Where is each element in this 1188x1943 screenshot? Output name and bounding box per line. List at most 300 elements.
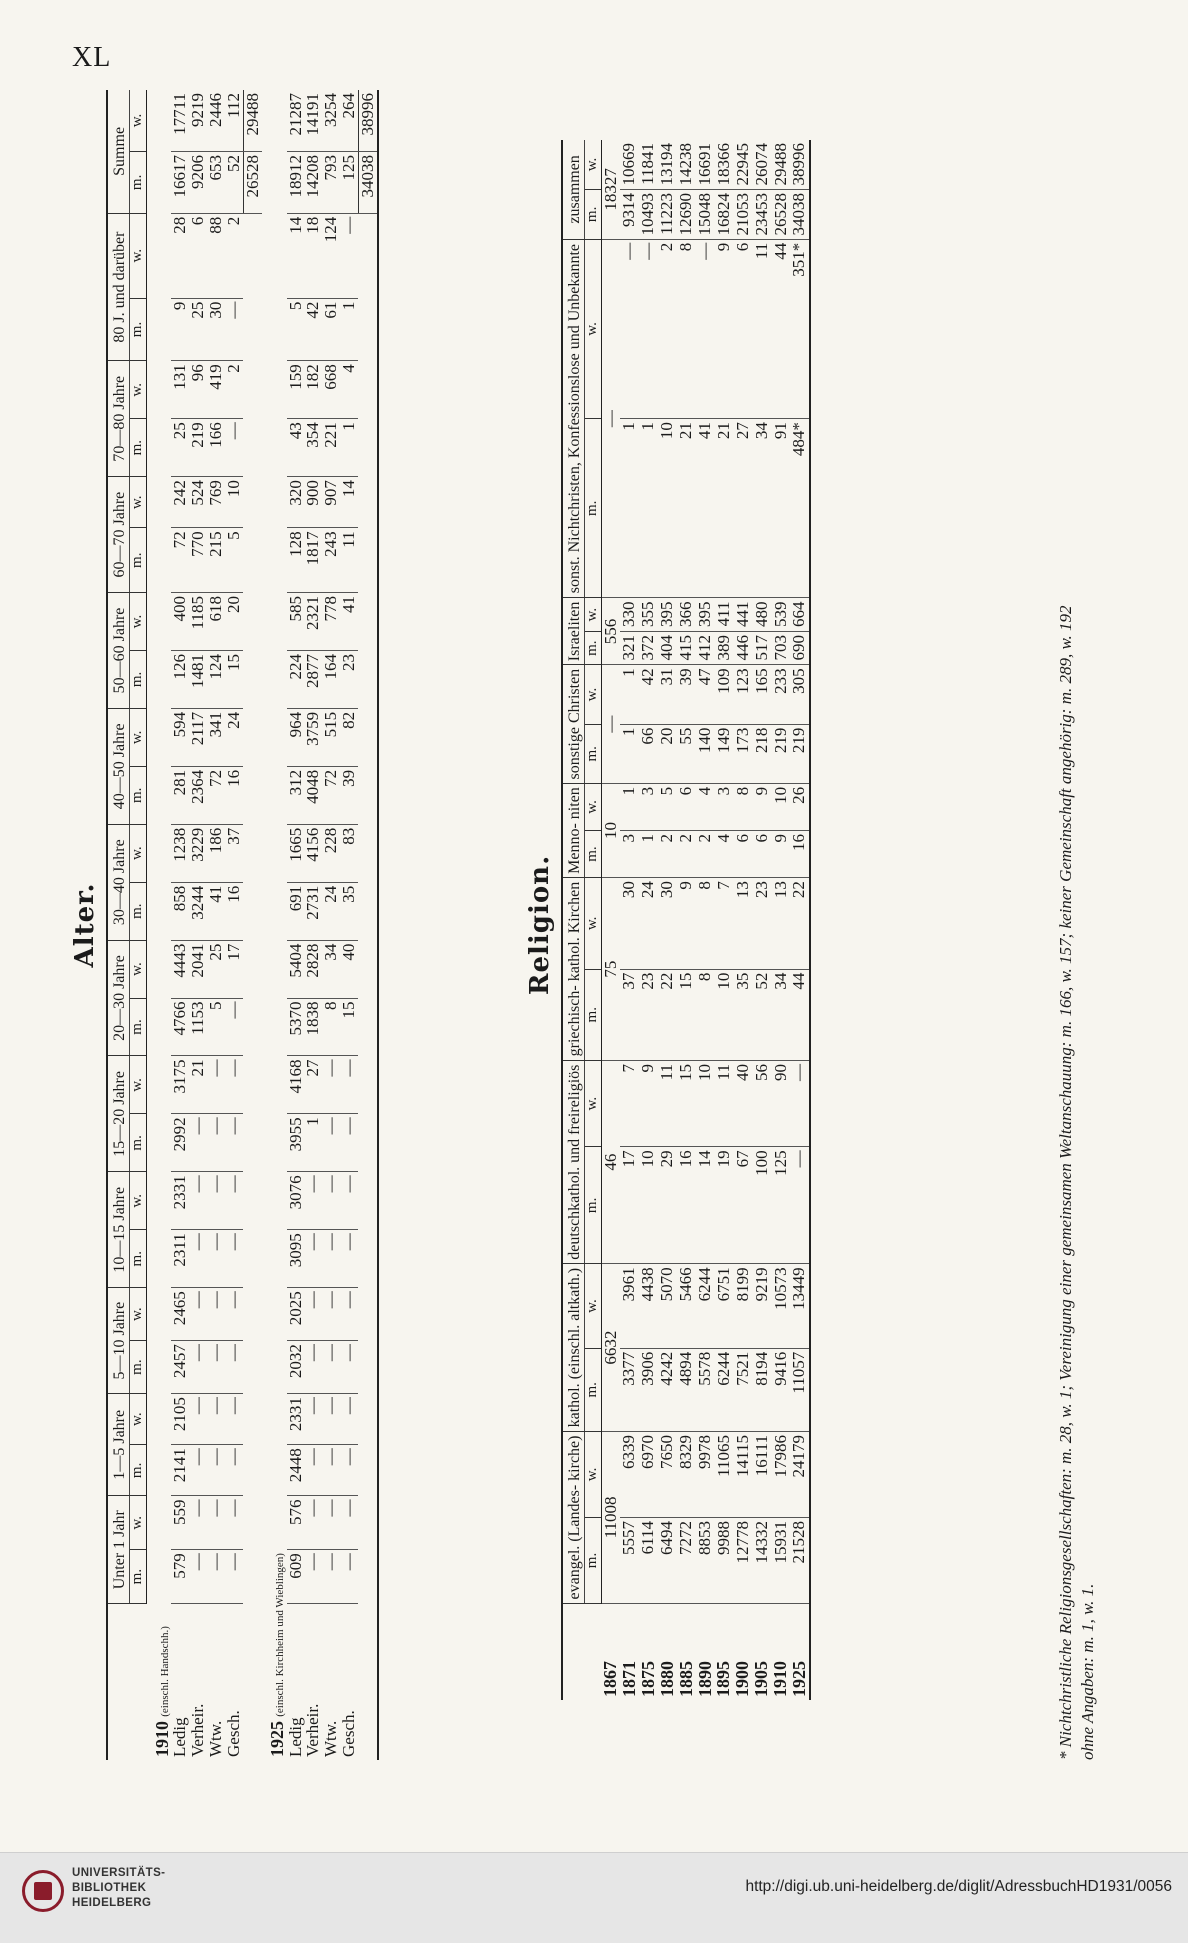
table-cell: 131 — [171, 361, 189, 419]
age-gender-header: w. — [129, 1288, 146, 1341]
table-cell: 37 — [225, 824, 243, 882]
table-cell: 15931 — [771, 1517, 790, 1603]
age-column-header: 1—5 Jahre — [107, 1394, 129, 1496]
table-cell: 182 — [304, 361, 322, 419]
table-cell: 24 — [225, 708, 243, 766]
table-cell: 20 — [225, 593, 243, 651]
table-cell: 8329 — [677, 1431, 696, 1517]
row-label: Ledig — [285, 1717, 305, 1757]
age-gender-header: w. — [129, 940, 146, 998]
religion-gender-header: w. — [584, 1264, 601, 1348]
age-group-year: 1925 — [266, 1721, 287, 1757]
table-cell: 524 — [189, 477, 207, 528]
sum-cell: 38996 — [358, 90, 377, 151]
footer-bar — [0, 1852, 1188, 1943]
table-cell: 2105 — [171, 1394, 189, 1445]
table-cell: — — [207, 1288, 225, 1341]
table-cell: 23 — [639, 969, 658, 1060]
table-cell: 5578 — [696, 1348, 715, 1431]
age-gender-header: m. — [129, 1445, 146, 1496]
age-gender-header: w. — [129, 708, 146, 766]
table-cell: 16 — [225, 882, 243, 940]
table-cell: 14191 — [304, 90, 322, 151]
age-group-year: 1910 — [151, 1721, 172, 1757]
table-cell: 224 — [287, 650, 305, 708]
table-cell: — — [304, 1288, 322, 1341]
religion-gender-header: m. — [584, 1348, 601, 1431]
religion-gender-header: w. — [584, 783, 601, 830]
table-cell: — — [225, 1496, 243, 1550]
table-cell: 25 — [171, 419, 189, 477]
age-column-header: 70—80 Jahre — [107, 361, 129, 477]
table-cell: 964 — [287, 708, 305, 766]
table-cell: 34 — [322, 940, 340, 998]
table-cell: 3076 — [287, 1172, 305, 1230]
table-cell: 40 — [733, 1060, 752, 1146]
rotated-page-content — [70, 90, 1100, 1760]
sum-row-blank — [243, 213, 261, 1760]
table-cell: 2141 — [171, 1445, 189, 1496]
table-row — [658, 140, 677, 1700]
table-cell: 164 — [322, 650, 340, 708]
table-cell: — — [790, 1060, 810, 1146]
table-cell: 264 — [340, 90, 358, 151]
table-cell: 1 — [304, 1114, 322, 1172]
age-column-header: 15—20 Jahre — [107, 1056, 129, 1172]
religion-subheader-row — [584, 140, 601, 1700]
age-section — [70, 90, 379, 1760]
table-cell: 703 — [771, 631, 790, 664]
table-cell: 3175 — [171, 1056, 189, 1114]
row-year: 1895 — [713, 1661, 734, 1697]
table-cell: 8 — [696, 969, 715, 1060]
table-row — [771, 140, 790, 1700]
table-cell: 312 — [287, 766, 305, 824]
table-cell: 2457 — [171, 1341, 189, 1394]
sum-cell: 29488 — [243, 90, 261, 151]
table-cell: 61 — [322, 298, 340, 361]
table-cell: — — [322, 1496, 340, 1550]
table-cell: 539 — [771, 598, 790, 631]
table-cell: 8199 — [733, 1264, 752, 1348]
table-cell: 4242 — [658, 1348, 677, 1431]
table-cell: — — [322, 1172, 340, 1230]
table-cell: 52 — [752, 969, 771, 1060]
table-cell: 664 — [790, 598, 810, 631]
table-cell: 366 — [677, 598, 696, 631]
table-cell: — — [304, 1496, 322, 1550]
age-gender-header: m. — [129, 1114, 146, 1172]
table-cell: 14238 — [677, 140, 696, 189]
table-cell: 3 — [639, 783, 658, 830]
religion-header-corner — [562, 1604, 601, 1701]
table-cell: 9988 — [714, 1517, 733, 1603]
table-cell: 3254 — [322, 90, 340, 151]
row-year: 1871 — [618, 1661, 639, 1697]
table-cell: 354 — [304, 419, 322, 477]
age-group-note: (einschl. Kirchheim und Wieblingen) — [273, 1553, 286, 1717]
table-cell: 6244 — [696, 1264, 715, 1348]
table-cell: 5557 — [620, 1517, 639, 1603]
table-cell: — — [189, 1341, 207, 1394]
table-cell: 2117 — [189, 708, 207, 766]
table-cell: 11 — [752, 239, 771, 418]
table-cell: — — [340, 1230, 358, 1288]
table-cell: 11008 — [601, 1431, 620, 1603]
table-cell: 17986 — [771, 1431, 790, 1517]
age-column-header: 30—40 Jahre — [107, 824, 129, 940]
table-cell: 5 — [207, 998, 225, 1056]
table-cell: 14 — [696, 1147, 715, 1264]
table-cell: 412 — [696, 631, 715, 664]
table-cell: 11 — [714, 1060, 733, 1146]
table-cell: 7 — [620, 1060, 639, 1146]
table-cell: 14208 — [304, 151, 322, 213]
table-cell: 2731 — [304, 882, 322, 940]
age-column-header: 20—30 Jahre — [107, 940, 129, 1056]
age-column-header: Summe — [107, 90, 129, 213]
religion-gender-header: m. — [584, 969, 601, 1060]
table-cell: 26 — [790, 783, 810, 830]
table-cell: 88 — [207, 213, 225, 298]
table-cell: 2025 — [287, 1288, 305, 1341]
table-cell: 1153 — [189, 998, 207, 1056]
table-cell: 159 — [287, 361, 305, 419]
table-cell: 6244 — [714, 1348, 733, 1431]
table-cell: 16617 — [171, 151, 189, 213]
table-cell: — — [322, 1056, 340, 1114]
table-cell: 900 — [304, 477, 322, 528]
table-cell: 16824 — [714, 189, 733, 239]
table-cell: 2364 — [189, 766, 207, 824]
table-cell: 44 — [790, 969, 810, 1060]
table-cell: 2 — [658, 239, 677, 418]
religion-gender-header: m. — [584, 831, 601, 878]
table-cell: 10 — [225, 477, 243, 528]
table-cell: 480 — [752, 598, 771, 631]
table-cell: 72 — [322, 766, 340, 824]
table-cell: 15 — [340, 998, 358, 1056]
library-logo-text[interactable] — [72, 1866, 165, 1911]
table-cell: 517 — [752, 631, 771, 664]
table-cell: — — [304, 1550, 322, 1604]
table-cell: 22945 — [733, 140, 752, 189]
table-cell: 15 — [677, 969, 696, 1060]
age-gender-header: w. — [129, 1496, 146, 1550]
table-cell: 17 — [225, 940, 243, 998]
table-cell: 221 — [322, 419, 340, 477]
table-cell: 9219 — [752, 1264, 771, 1348]
table-cell: — — [189, 1394, 207, 1445]
table-cell: 2032 — [287, 1341, 305, 1394]
university-seal-icon — [22, 1870, 64, 1912]
table-cell: 6632 — [601, 1264, 620, 1432]
table-cell: 3961 — [620, 1264, 639, 1348]
table-cell: — — [322, 1445, 340, 1496]
table-cell: 31 — [658, 665, 677, 724]
table-cell: 26074 — [752, 140, 771, 189]
table-cell: 559 — [171, 1496, 189, 1550]
table-cell: — — [189, 1445, 207, 1496]
table-cell: 6 — [752, 831, 771, 878]
table-cell: 11 — [658, 1060, 677, 1146]
table-cell: 17711 — [171, 90, 189, 151]
table-cell: 576 — [287, 1496, 305, 1550]
table-cell: 5370 — [287, 998, 305, 1056]
table-cell: 29488 — [771, 140, 790, 189]
table-cell: 2 — [225, 213, 243, 298]
table-cell: — — [340, 1341, 358, 1394]
table-cell: 2 — [225, 361, 243, 419]
table-cell: — — [322, 1288, 340, 1341]
table-cell: 585 — [287, 593, 305, 651]
table-row — [752, 140, 771, 1700]
table-cell: — — [639, 239, 658, 418]
table-cell: 24179 — [790, 1431, 810, 1517]
table-cell: 4438 — [639, 1264, 658, 1348]
table-cell: 13449 — [790, 1264, 810, 1348]
age-gender-header: m. — [129, 998, 146, 1056]
table-cell: 125 — [340, 151, 358, 213]
table-cell: 215 — [207, 528, 225, 593]
age-table-body — [146, 90, 378, 1760]
religion-gender-header: m. — [584, 419, 601, 598]
table-cell: 219 — [790, 724, 810, 783]
table-cell: 66 — [639, 724, 658, 783]
table-cell: 25 — [207, 940, 225, 998]
table-cell: 1 — [620, 665, 639, 724]
table-cell: 1238 — [171, 824, 189, 882]
table-cell: 72 — [207, 766, 225, 824]
religion-gender-header: w. — [584, 1060, 601, 1146]
footnote-line-2: ohne Angaben: m. 1, w. 1. — [1078, 1583, 1097, 1760]
religion-gender-header: w. — [584, 1431, 601, 1517]
age-group-header-row — [146, 90, 171, 1760]
religion-column-header: sonst. Nichtchristen, Konfessionslose und Unbekannte — [562, 239, 584, 598]
table-cell: 5 — [658, 783, 677, 830]
table-cell: 30 — [207, 298, 225, 361]
table-cell: — — [225, 1056, 243, 1114]
table-row — [322, 90, 340, 1760]
table-cell: 13 — [733, 878, 752, 969]
row-label: Verheir. — [188, 1703, 208, 1757]
table-cell: 34 — [771, 969, 790, 1060]
table-cell: 112 — [225, 90, 243, 151]
table-cell: 233 — [771, 665, 790, 724]
table-cell: — — [189, 1288, 207, 1341]
table-cell: 3759 — [304, 708, 322, 766]
table-cell: 11223 — [658, 189, 677, 239]
religion-table — [561, 140, 811, 1700]
table-cell: 395 — [696, 598, 715, 631]
table-cell: 28 — [171, 213, 189, 298]
table-cell: 219 — [189, 419, 207, 477]
religion-title: Religion. — [525, 854, 555, 996]
table-row — [714, 140, 733, 1700]
religion-gender-header: m. — [584, 1147, 601, 1264]
table-cell: 100 — [752, 1147, 771, 1264]
table-cell: 30 — [620, 878, 639, 969]
table-cell: 12778 — [733, 1517, 752, 1603]
table-cell: 21 — [189, 1056, 207, 1114]
table-cell: 218 — [752, 724, 771, 783]
table-cell: 9 — [639, 1060, 658, 1146]
table-cell: 34 — [752, 419, 771, 598]
table-cell: 18327 — [601, 140, 620, 239]
table-cell: 305 — [790, 665, 810, 724]
table-cell: — — [340, 1394, 358, 1445]
table-cell: 43 — [287, 419, 305, 477]
age-gender-header: m. — [129, 882, 146, 940]
table-cell: 14 — [287, 213, 305, 298]
table-cell: 10 — [714, 969, 733, 1060]
table-cell: 2 — [677, 831, 696, 878]
age-title: Alter. — [70, 882, 100, 968]
table-cell: 20 — [658, 724, 677, 783]
table-cell: 12690 — [677, 189, 696, 239]
table-cell: 321 — [620, 631, 639, 664]
table-cell: 5 — [225, 528, 243, 593]
table-cell: 27 — [304, 1056, 322, 1114]
table-cell: 793 — [322, 151, 340, 213]
religion-table-body — [601, 140, 810, 1700]
table-cell: — — [340, 213, 358, 298]
table-cell: 3 — [714, 783, 733, 830]
table-cell: — — [340, 1056, 358, 1114]
table-cell: 19 — [714, 1147, 733, 1264]
table-cell: — — [225, 1550, 243, 1604]
table-cell: 10 — [771, 783, 790, 830]
age-gender-header: w. — [129, 1394, 146, 1445]
table-cell: 15048 — [696, 189, 715, 239]
table-cell: 3244 — [189, 882, 207, 940]
table-row — [677, 140, 696, 1700]
religion-gender-header: m. — [584, 189, 601, 239]
row-label: Ledig — [170, 1717, 190, 1757]
table-cell: 4168 — [287, 1056, 305, 1114]
table-cell: 1817 — [304, 528, 322, 593]
table-cell: — — [304, 1394, 322, 1445]
table-cell: — — [225, 1288, 243, 1341]
table-cell: — — [207, 1172, 225, 1230]
table-cell: 10 — [601, 783, 620, 877]
age-gender-header: m. — [129, 151, 146, 213]
age-gender-header: w. — [129, 824, 146, 882]
table-cell: 91 — [771, 419, 790, 598]
table-cell: 6970 — [639, 1431, 658, 1517]
table-cell: 29 — [658, 1147, 677, 1264]
table-cell: 389 — [714, 631, 733, 664]
table-cell: 4156 — [304, 824, 322, 882]
table-cell: 242 — [171, 477, 189, 528]
table-cell: 219 — [771, 724, 790, 783]
table-cell: 10 — [696, 1060, 715, 1146]
table-row — [207, 90, 225, 1760]
table-cell: 46 — [601, 1060, 620, 1263]
table-cell: 653 — [207, 151, 225, 213]
table-cell: 21 — [714, 419, 733, 598]
table-row — [601, 140, 620, 1700]
table-cell: 618 — [207, 593, 225, 651]
table-cell: — — [304, 1341, 322, 1394]
table-cell: 6751 — [714, 1264, 733, 1348]
table-cell: 8194 — [752, 1348, 771, 1431]
table-cell: 42 — [304, 298, 322, 361]
table-cell: 400 — [171, 593, 189, 651]
religion-gender-header: m. — [584, 631, 601, 664]
table-cell: 2311 — [171, 1230, 189, 1288]
age-column-header: 40—50 Jahre — [107, 708, 129, 824]
table-cell: 411 — [714, 598, 733, 631]
table-cell: 404 — [658, 631, 677, 664]
table-cell: 2321 — [304, 593, 322, 651]
table-cell: 35 — [733, 969, 752, 1060]
table-cell: 26528 — [771, 189, 790, 239]
religion-column-header: kathol. (einschl. altkath.) — [562, 1264, 584, 1432]
table-cell: 6 — [677, 783, 696, 830]
table-cell: 668 — [322, 361, 340, 419]
table-cell: 16 — [790, 831, 810, 878]
source-url-link[interactable]: http://digi.ub.uni-heidelberg.de/diglit/AdressbuchHD1931/0056 — [745, 1878, 1172, 1895]
table-cell: 419 — [207, 361, 225, 419]
table-cell: 17 — [620, 1147, 639, 1264]
table-cell: 770 — [189, 528, 207, 593]
table-cell: 6 — [733, 239, 752, 418]
table-cell: 27 — [733, 419, 752, 598]
table-cell: 9314 — [620, 189, 639, 239]
religion-gender-header: m. — [584, 724, 601, 783]
table-cell: 149 — [714, 724, 733, 783]
table-cell: 11065 — [714, 1431, 733, 1517]
table-cell: 10493 — [639, 189, 658, 239]
table-row — [171, 90, 189, 1760]
table-cell: 10 — [658, 419, 677, 598]
table-cell: 4766 — [171, 998, 189, 1056]
table-cell: — — [189, 1550, 207, 1604]
table-cell: 228 — [322, 824, 340, 882]
table-cell: 52 — [225, 151, 243, 213]
religion-column-header: zusammen — [562, 140, 584, 239]
age-column-header: 10—15 Jahre — [107, 1172, 129, 1288]
table-cell: — — [207, 1230, 225, 1288]
table-cell: 515 — [322, 708, 340, 766]
table-cell: 441 — [733, 598, 752, 631]
table-cell: 109 — [714, 665, 733, 724]
table-cell: 39 — [340, 766, 358, 824]
religion-section — [525, 90, 811, 1760]
table-cell: — — [189, 1230, 207, 1288]
age-group-note: (einschl. Handschh.) — [158, 1626, 171, 1717]
table-cell: — — [189, 1172, 207, 1230]
table-cell: 16111 — [752, 1431, 771, 1517]
religion-column-header: sonstige Christen — [562, 665, 584, 783]
table-cell: 1 — [620, 419, 639, 598]
table-cell: 35 — [340, 882, 358, 940]
table-cell: 124 — [322, 213, 340, 298]
table-cell: 6 — [733, 831, 752, 878]
religion-header-row — [562, 140, 584, 1700]
table-cell: 594 — [171, 708, 189, 766]
row-year: 1925 — [790, 1604, 810, 1701]
age-table — [106, 90, 379, 1760]
religion-column-header: deutschkathol. und freireligiös — [562, 1060, 584, 1263]
table-cell: 22 — [658, 969, 677, 1060]
table-cell: — — [322, 1341, 340, 1394]
table-row — [696, 140, 715, 1700]
table-cell: — — [207, 1550, 225, 1604]
table-cell: 22 — [790, 878, 810, 969]
table-cell: — — [304, 1445, 322, 1496]
